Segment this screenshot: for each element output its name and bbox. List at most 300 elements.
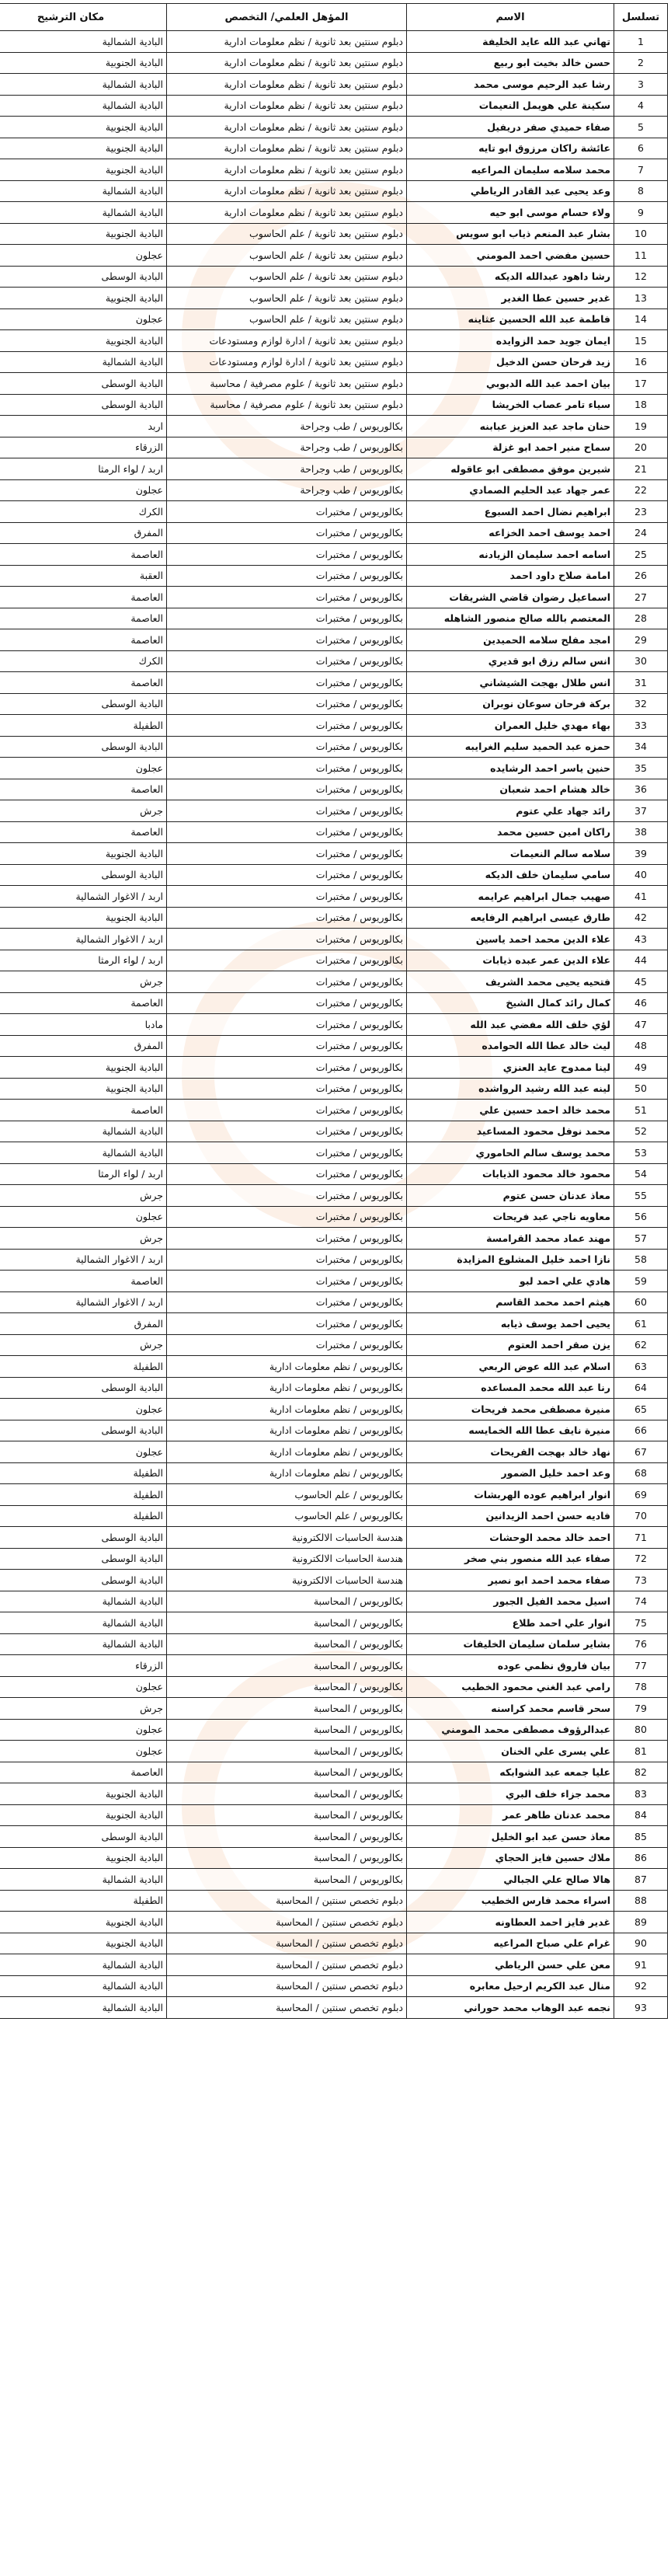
cell-name: علاء الدين عمر عبده ذيابات xyxy=(407,950,614,971)
cell-name: غرام علي صباح المراعيه xyxy=(407,1933,614,1954)
table-row xyxy=(0,437,668,458)
cell-location: البادية الشمالية xyxy=(0,1869,167,1891)
cell-seq: 50 xyxy=(614,1078,668,1100)
cell-location: العاصمة xyxy=(0,1271,167,1292)
cell-seq: 56 xyxy=(614,1206,668,1228)
cell-seq: 54 xyxy=(614,1163,668,1185)
cell-seq: 2 xyxy=(614,52,668,74)
cell-name: اسيل محمد الفيل الجبور xyxy=(407,1591,614,1612)
table-row xyxy=(0,416,668,437)
table-row xyxy=(0,245,668,267)
cell-location: البادية الوسطى xyxy=(0,693,167,715)
cell-qualification: دبلوم سنتين بعد ثانوية / علوم مصرفية / محاسبة xyxy=(167,373,407,395)
cell-seq: 32 xyxy=(614,693,668,715)
cell-qualification: بكالوريوس / مختبرات xyxy=(167,907,407,929)
cell-name: احمد يوسف احمد الخزاعه xyxy=(407,522,614,544)
cell-location: عجلون xyxy=(0,1206,167,1228)
cell-qualification: بكالوريوس / المحاسبة xyxy=(167,1783,407,1805)
cell-qualification: بكالوريوس / طب وجراحة xyxy=(167,479,407,501)
cell-location: الطفيلة xyxy=(0,1462,167,1484)
table-row xyxy=(0,1548,668,1570)
cell-seq: 8 xyxy=(614,180,668,202)
cell-qualification: بكالوريوس / مختبرات xyxy=(167,1334,407,1356)
cell-name: رائد جهاد علي عتوم xyxy=(407,800,614,822)
table-row xyxy=(0,715,668,737)
cell-location: عجلون xyxy=(0,1441,167,1463)
cell-qualification: دبلوم سنتين بعد ثانوية / نظم معلومات ادارية xyxy=(167,180,407,202)
cell-seq: 38 xyxy=(614,821,668,843)
cell-qualification: بكالوريوس / مختبرات xyxy=(167,950,407,971)
cell-location: البادية الشمالية xyxy=(0,1997,167,2019)
cell-name: محمد عدنان طاهر عمر xyxy=(407,1804,614,1826)
cell-name: سياء تامر عصاب الخريشا xyxy=(407,394,614,416)
cell-seq: 87 xyxy=(614,1869,668,1891)
cell-qualification: بكالوريوس / مختبرات xyxy=(167,608,407,629)
cell-qualification: بكالوريوس / علم الحاسوب xyxy=(167,1484,407,1506)
cell-qualification: دبلوم سنتين بعد ثانوية / ادارة لوازم ومستودعات xyxy=(167,330,407,352)
table-row xyxy=(0,1612,668,1634)
cell-qualification: بكالوريوس / مختبرات xyxy=(167,501,407,523)
cell-qualification: بكالوريوس / مختبرات xyxy=(167,1100,407,1121)
table-row xyxy=(0,1484,668,1506)
cell-name: بركة فرحان سوعان نوبران xyxy=(407,693,614,715)
cell-seq: 44 xyxy=(614,950,668,971)
cell-name: طارق عيسى ابراهيم الرفايعه xyxy=(407,907,614,929)
table-row xyxy=(0,587,668,608)
cell-location: البادية الشمالية xyxy=(0,1142,167,1164)
cell-name: بهاء مهدي خليل العمران xyxy=(407,715,614,737)
cell-qualification: بكالوريوس / طب وجراحة xyxy=(167,458,407,480)
table-row xyxy=(0,308,668,330)
table-row xyxy=(0,373,668,395)
cell-qualification: دبلوم تخصص سنتين / المحاسبة xyxy=(167,1912,407,1933)
cell-location: البادية الشمالية xyxy=(0,351,167,373)
cell-location: الكرك xyxy=(0,501,167,523)
cell-seq: 6 xyxy=(614,138,668,159)
cell-name: فاطمة عبد الله الحسين عثاينه xyxy=(407,308,614,330)
cell-seq: 31 xyxy=(614,672,668,694)
cell-location: العاصمة xyxy=(0,629,167,651)
table-row xyxy=(0,31,668,53)
cell-name: صهيب جمال ابراهيم عرايمه xyxy=(407,886,614,908)
cell-seq: 67 xyxy=(614,1441,668,1463)
cell-qualification: بكالوريوس / علم الحاسوب xyxy=(167,1505,407,1527)
cell-qualification: بكالوريوس / مختبرات xyxy=(167,736,407,758)
cell-qualification: بكالوريوس / مختبرات xyxy=(167,1291,407,1313)
cell-name: محمد نوفل محمود المساعيد xyxy=(407,1121,614,1142)
cell-seq: 41 xyxy=(614,886,668,908)
cell-location: اربد / لواء الرمثا xyxy=(0,950,167,971)
table-row xyxy=(0,223,668,245)
cell-location: البادية الجنوبية xyxy=(0,288,167,309)
cell-location: البادية الجنوبية xyxy=(0,1078,167,1100)
cell-name: محمود خالد محمود الذيابات xyxy=(407,1163,614,1185)
table-row xyxy=(0,117,668,138)
cell-name: ملاك حسين فايز الحجاي xyxy=(407,1847,614,1869)
cell-qualification: بكالوريوس / مختبرات xyxy=(167,821,407,843)
cell-name: امجد مفلح سلامه الحميدين xyxy=(407,629,614,651)
cell-seq: 11 xyxy=(614,245,668,267)
table-row xyxy=(0,608,668,629)
cell-qualification: دبلوم تخصص سنتين / المحاسبة xyxy=(167,1997,407,2019)
cell-name: راكان امين حسين محمد xyxy=(407,821,614,843)
cell-qualification: بكالوريوس / مختبرات xyxy=(167,864,407,886)
table-row xyxy=(0,1206,668,1228)
cell-location: عجلون xyxy=(0,1719,167,1741)
cell-seq: 21 xyxy=(614,458,668,480)
cell-seq: 75 xyxy=(614,1612,668,1634)
cell-seq: 79 xyxy=(614,1698,668,1720)
cell-seq: 77 xyxy=(614,1655,668,1677)
table-row xyxy=(0,1847,668,1869)
cell-name: محمد سلامه سليمان المراعيه xyxy=(407,159,614,181)
cell-location: البادية الجنوبية xyxy=(0,1933,167,1954)
cell-name: شيرين موفق مصطفى ابو عاقوله xyxy=(407,458,614,480)
cell-location: البادية الشمالية xyxy=(0,1633,167,1655)
table-row xyxy=(0,1462,668,1484)
cell-name: سماح منير احمد ابو غزلة xyxy=(407,437,614,458)
cell-qualification: بكالوريوس / مختبرات xyxy=(167,1185,407,1207)
cell-seq: 4 xyxy=(614,95,668,117)
cell-seq: 74 xyxy=(614,1591,668,1612)
cell-seq: 62 xyxy=(614,1334,668,1356)
cell-name: رشا داهود عبدالله الديكه xyxy=(407,266,614,288)
cell-location: جرش xyxy=(0,1228,167,1250)
table-row xyxy=(0,351,668,373)
table-row xyxy=(0,1591,668,1612)
table-row xyxy=(0,907,668,929)
table-row xyxy=(0,1057,668,1079)
cell-location: جرش xyxy=(0,1698,167,1720)
table-row xyxy=(0,1676,668,1698)
cell-seq: 58 xyxy=(614,1249,668,1271)
cell-location: البادية الجنوبية xyxy=(0,223,167,245)
cell-name: معاويه ناجي عبد فريحات xyxy=(407,1206,614,1228)
cell-location: اربد / الاغوار الشمالية xyxy=(0,929,167,950)
cell-location: الطفيلة xyxy=(0,1484,167,1506)
cell-name: نهاد خالد بهجت الفريحات xyxy=(407,1441,614,1463)
table-row xyxy=(0,992,668,1014)
cell-seq: 73 xyxy=(614,1570,668,1591)
cell-name: عليا جمعه عبد الشوابكه xyxy=(407,1762,614,1783)
cell-qualification: دبلوم سنتين بعد ثانوية / ادارة لوازم ومستودعات xyxy=(167,351,407,373)
cell-seq: 9 xyxy=(614,202,668,224)
table-row xyxy=(0,1954,668,1976)
cell-name: يحيى احمد يوسف ذيابه xyxy=(407,1313,614,1335)
cell-location: البادية الجنوبية xyxy=(0,117,167,138)
cell-name: معاذ عدنان حسن عتوم xyxy=(407,1185,614,1207)
cell-location: العاصمة xyxy=(0,1100,167,1121)
cell-qualification: بكالوريوس / مختبرات xyxy=(167,1313,407,1335)
table-row xyxy=(0,52,668,74)
cell-seq: 70 xyxy=(614,1505,668,1527)
cell-location: اربد / لواء الرمثا xyxy=(0,458,167,480)
cell-location: العاصمة xyxy=(0,992,167,1014)
cell-seq: 71 xyxy=(614,1527,668,1549)
cell-qualification: بكالوريوس / المحاسبة xyxy=(167,1762,407,1783)
cell-location: الطفيلة xyxy=(0,1505,167,1527)
cell-qualification: بكالوريوس / مختبرات xyxy=(167,1249,407,1271)
cell-location: البادية الشمالية xyxy=(0,1121,167,1142)
cell-name: امامة صلاح داود احمد xyxy=(407,565,614,587)
cell-qualification: دبلوم سنتين بعد ثانوية / نظم معلومات ادارية xyxy=(167,159,407,181)
table-row xyxy=(0,1505,668,1527)
cell-location: اربد / الاغوار الشمالية xyxy=(0,1249,167,1271)
header-name: الاسم xyxy=(407,4,614,31)
cell-seq: 63 xyxy=(614,1356,668,1378)
cell-location: الزرقاء xyxy=(0,1655,167,1677)
cell-seq: 78 xyxy=(614,1676,668,1698)
table-row xyxy=(0,1804,668,1826)
cell-seq: 27 xyxy=(614,587,668,608)
cell-qualification: بكالوريوس / مختبرات xyxy=(167,929,407,950)
cell-seq: 29 xyxy=(614,629,668,651)
table-row xyxy=(0,929,668,950)
cell-seq: 20 xyxy=(614,437,668,458)
cell-seq: 59 xyxy=(614,1271,668,1292)
table-row xyxy=(0,501,668,523)
cell-seq: 15 xyxy=(614,330,668,352)
cell-qualification: بكالوريوس / المحاسبة xyxy=(167,1741,407,1762)
cell-seq: 68 xyxy=(614,1462,668,1484)
cell-seq: 93 xyxy=(614,1997,668,2019)
cell-seq: 47 xyxy=(614,1014,668,1036)
cell-name: رشا عبد الرحيم موسى محمد xyxy=(407,74,614,96)
cell-seq: 83 xyxy=(614,1783,668,1805)
cell-name: حسين مفضي احمد المومني xyxy=(407,245,614,267)
cell-seq: 84 xyxy=(614,1804,668,1826)
table-row xyxy=(0,1527,668,1549)
table-row xyxy=(0,1783,668,1805)
cell-qualification: دبلوم سنتين بعد ثانوية / علم الحاسوب xyxy=(167,245,407,267)
table-row xyxy=(0,693,668,715)
table-row xyxy=(0,629,668,651)
cell-name: لينه عبد الله رشيد الرواشده xyxy=(407,1078,614,1100)
header-row xyxy=(0,4,668,31)
cell-qualification: بكالوريوس / المحاسبة xyxy=(167,1612,407,1634)
table-row xyxy=(0,650,668,672)
table-row xyxy=(0,202,668,224)
cell-location: البادية الوسطى xyxy=(0,1527,167,1549)
cell-qualification: بكالوريوس / نظم معلومات ادارية xyxy=(167,1377,407,1399)
cell-location: البادية الوسطى xyxy=(0,1570,167,1591)
cell-location: العاصمة xyxy=(0,821,167,843)
table-row xyxy=(0,1890,668,1912)
header-seq: تسلسل xyxy=(614,4,668,31)
cell-name: عائشة راكان مرزوق ابو تايه xyxy=(407,138,614,159)
cell-location: البادية الجنوبية xyxy=(0,159,167,181)
cell-name: حمزه عبد الحميد سليم الغرايبه xyxy=(407,736,614,758)
table-row xyxy=(0,394,668,416)
cell-name: معن علي حسن الرياطي xyxy=(407,1954,614,1976)
cell-name: محمد جزاء خلف البري xyxy=(407,1783,614,1805)
cell-qualification: بكالوريوس / مختبرات xyxy=(167,800,407,822)
cell-name: مهند عماد محمد القرامسة xyxy=(407,1228,614,1250)
cell-location: العاصمة xyxy=(0,544,167,566)
cell-qualification: دبلوم سنتين بعد ثانوية / نظم معلومات ادارية xyxy=(167,31,407,53)
table-row xyxy=(0,1356,668,1378)
table-row xyxy=(0,458,668,480)
cell-name: لينا ممدوح عايد العنزي xyxy=(407,1057,614,1079)
table-row xyxy=(0,1420,668,1441)
cell-qualification: بكالوريوس / مختبرات xyxy=(167,1014,407,1036)
cell-seq: 82 xyxy=(614,1762,668,1783)
cell-qualification: دبلوم سنتين بعد ثانوية / نظم معلومات ادارية xyxy=(167,95,407,117)
cell-name: انوار علي احمد طلاع xyxy=(407,1612,614,1634)
cell-name: صفاء محمد احمد ابو نصير xyxy=(407,1570,614,1591)
table-row xyxy=(0,1334,668,1356)
cell-seq: 57 xyxy=(614,1228,668,1250)
table-row xyxy=(0,1313,668,1335)
cell-seq: 3 xyxy=(614,74,668,96)
cell-name: سحر قاسم محمد كراسنه xyxy=(407,1698,614,1720)
cell-qualification: بكالوريوس / مختبرات xyxy=(167,992,407,1014)
cell-seq: 92 xyxy=(614,1975,668,1997)
cell-qualification: دبلوم تخصص سنتين / المحاسبة xyxy=(167,1975,407,1997)
cell-qualification: بكالوريوس / مختبرات xyxy=(167,886,407,908)
cell-name: حنان ماجد عبد العزيز عبابنه xyxy=(407,416,614,437)
cell-name: سلامه سالم النعيمات xyxy=(407,843,614,865)
cell-seq: 25 xyxy=(614,544,668,566)
cell-location: البادية الشمالية xyxy=(0,74,167,96)
cell-seq: 85 xyxy=(614,1826,668,1848)
cell-qualification: بكالوريوس / مختبرات xyxy=(167,672,407,694)
cell-seq: 66 xyxy=(614,1420,668,1441)
cell-location: الطفيلة xyxy=(0,1356,167,1378)
table-row xyxy=(0,330,668,352)
table-row xyxy=(0,1441,668,1463)
cell-seq: 23 xyxy=(614,501,668,523)
cell-location: عجلون xyxy=(0,245,167,267)
table-row xyxy=(0,821,668,843)
cell-seq: 12 xyxy=(614,266,668,288)
cell-name: بيان احمد عبد الله الدبوبي xyxy=(407,373,614,395)
cell-location: البادية الجنوبية xyxy=(0,330,167,352)
cell-seq: 30 xyxy=(614,650,668,672)
cell-seq: 36 xyxy=(614,779,668,800)
cell-qualification: بكالوريوس / مختبرات xyxy=(167,843,407,865)
candidates-table xyxy=(0,3,668,2019)
cell-qualification: بكالوريوس / نظم معلومات ادارية xyxy=(167,1399,407,1420)
cell-location: البادية الشمالية xyxy=(0,1975,167,1997)
cell-location: العاصمة xyxy=(0,779,167,800)
cell-location: جرش xyxy=(0,971,167,993)
cell-location: البادية الوسطى xyxy=(0,1420,167,1441)
cell-location: المفرق xyxy=(0,522,167,544)
table-row xyxy=(0,843,668,865)
table-row xyxy=(0,1249,668,1271)
cell-seq: 1 xyxy=(614,31,668,53)
cell-qualification: بكالوريوس / مختبرات xyxy=(167,1121,407,1142)
cell-location: العاصمة xyxy=(0,587,167,608)
table-row xyxy=(0,1633,668,1655)
cell-location: مادبا xyxy=(0,1014,167,1036)
cell-seq: 53 xyxy=(614,1142,668,1164)
table-row xyxy=(0,950,668,971)
cell-name: بيان فاروق نظمي عوده xyxy=(407,1655,614,1677)
cell-qualification: دبلوم سنتين بعد ثانوية / نظم معلومات ادارية xyxy=(167,202,407,224)
table-row xyxy=(0,1570,668,1591)
cell-location: البادية الجنوبية xyxy=(0,138,167,159)
cell-seq: 18 xyxy=(614,394,668,416)
cell-seq: 22 xyxy=(614,479,668,501)
cell-qualification: بكالوريوس / مختبرات xyxy=(167,1035,407,1057)
table-row xyxy=(0,1291,668,1313)
cell-name: فاديه حسن احمد الزيدانين xyxy=(407,1505,614,1527)
cell-qualification: بكالوريوس / مختبرات xyxy=(167,1271,407,1292)
table-row xyxy=(0,1399,668,1420)
table-row xyxy=(0,1741,668,1762)
cell-seq: 49 xyxy=(614,1057,668,1079)
cell-location: البادية الوسطى xyxy=(0,1826,167,1848)
table-row xyxy=(0,800,668,822)
table-row xyxy=(0,1185,668,1207)
cell-qualification: بكالوريوس / المحاسبة xyxy=(167,1633,407,1655)
cell-location: البادية الوسطى xyxy=(0,864,167,886)
table-row xyxy=(0,1078,668,1100)
cell-location: المفرق xyxy=(0,1313,167,1335)
cell-seq: 42 xyxy=(614,907,668,929)
cell-qualification: دبلوم سنتين بعد ثانوية / علم الحاسوب xyxy=(167,288,407,309)
cell-location: البادية الوسطى xyxy=(0,736,167,758)
table-row xyxy=(0,864,668,886)
cell-qualification: بكالوريوس / مختبرات xyxy=(167,1163,407,1185)
cell-qualification: بكالوريوس / المحاسبة xyxy=(167,1591,407,1612)
cell-location: عجلون xyxy=(0,1399,167,1420)
table-row xyxy=(0,288,668,309)
cell-seq: 55 xyxy=(614,1185,668,1207)
cell-qualification: بكالوريوس / مختبرات xyxy=(167,1206,407,1228)
cell-name: منيرة نايف عطا الله الخمايسه xyxy=(407,1420,614,1441)
cell-seq: 90 xyxy=(614,1933,668,1954)
cell-name: ابراهيم نضال احمد السبوع xyxy=(407,501,614,523)
table-row xyxy=(0,1933,668,1954)
cell-location: اربد / الاغوار الشمالية xyxy=(0,886,167,908)
cell-qualification: بكالوريوس / مختبرات xyxy=(167,587,407,608)
cell-seq: 14 xyxy=(614,308,668,330)
cell-seq: 10 xyxy=(614,223,668,245)
cell-seq: 48 xyxy=(614,1035,668,1057)
cell-name: غدير فايز احمد العطاونه xyxy=(407,1912,614,1933)
cell-seq: 28 xyxy=(614,608,668,629)
cell-location: الطفيلة xyxy=(0,715,167,737)
cell-qualification: بكالوريوس / مختبرات xyxy=(167,715,407,737)
cell-qualification: بكالوريوس / مختبرات xyxy=(167,1057,407,1079)
table-row xyxy=(0,886,668,908)
cell-name: لؤي خلف الله مفضي عبد الله xyxy=(407,1014,614,1036)
cell-location: الزرقاء xyxy=(0,437,167,458)
cell-seq: 19 xyxy=(614,416,668,437)
cell-seq: 17 xyxy=(614,373,668,395)
cell-location: البادية الشمالية xyxy=(0,1612,167,1634)
table-row xyxy=(0,1121,668,1142)
cell-location: البادية الشمالية xyxy=(0,202,167,224)
cell-location: الطفيلة xyxy=(0,1890,167,1912)
cell-location: المفرق xyxy=(0,1035,167,1057)
cell-location: البادية الشمالية xyxy=(0,1591,167,1612)
cell-location: البادية الجنوبية xyxy=(0,52,167,74)
cell-qualification: بكالوريوس / طب وجراحة xyxy=(167,416,407,437)
header-qualification: المؤهل العلمي/ التخصص xyxy=(167,4,407,31)
cell-qualification: بكالوريوس / مختبرات xyxy=(167,522,407,544)
cell-name: ايمان جويد حمد الزوايده xyxy=(407,330,614,352)
table-row xyxy=(0,736,668,758)
cell-location: العقبة xyxy=(0,565,167,587)
cell-qualification: بكالوريوس / مختبرات xyxy=(167,629,407,651)
cell-location: عجلون xyxy=(0,1741,167,1762)
table-row xyxy=(0,1912,668,1933)
table-row xyxy=(0,779,668,800)
